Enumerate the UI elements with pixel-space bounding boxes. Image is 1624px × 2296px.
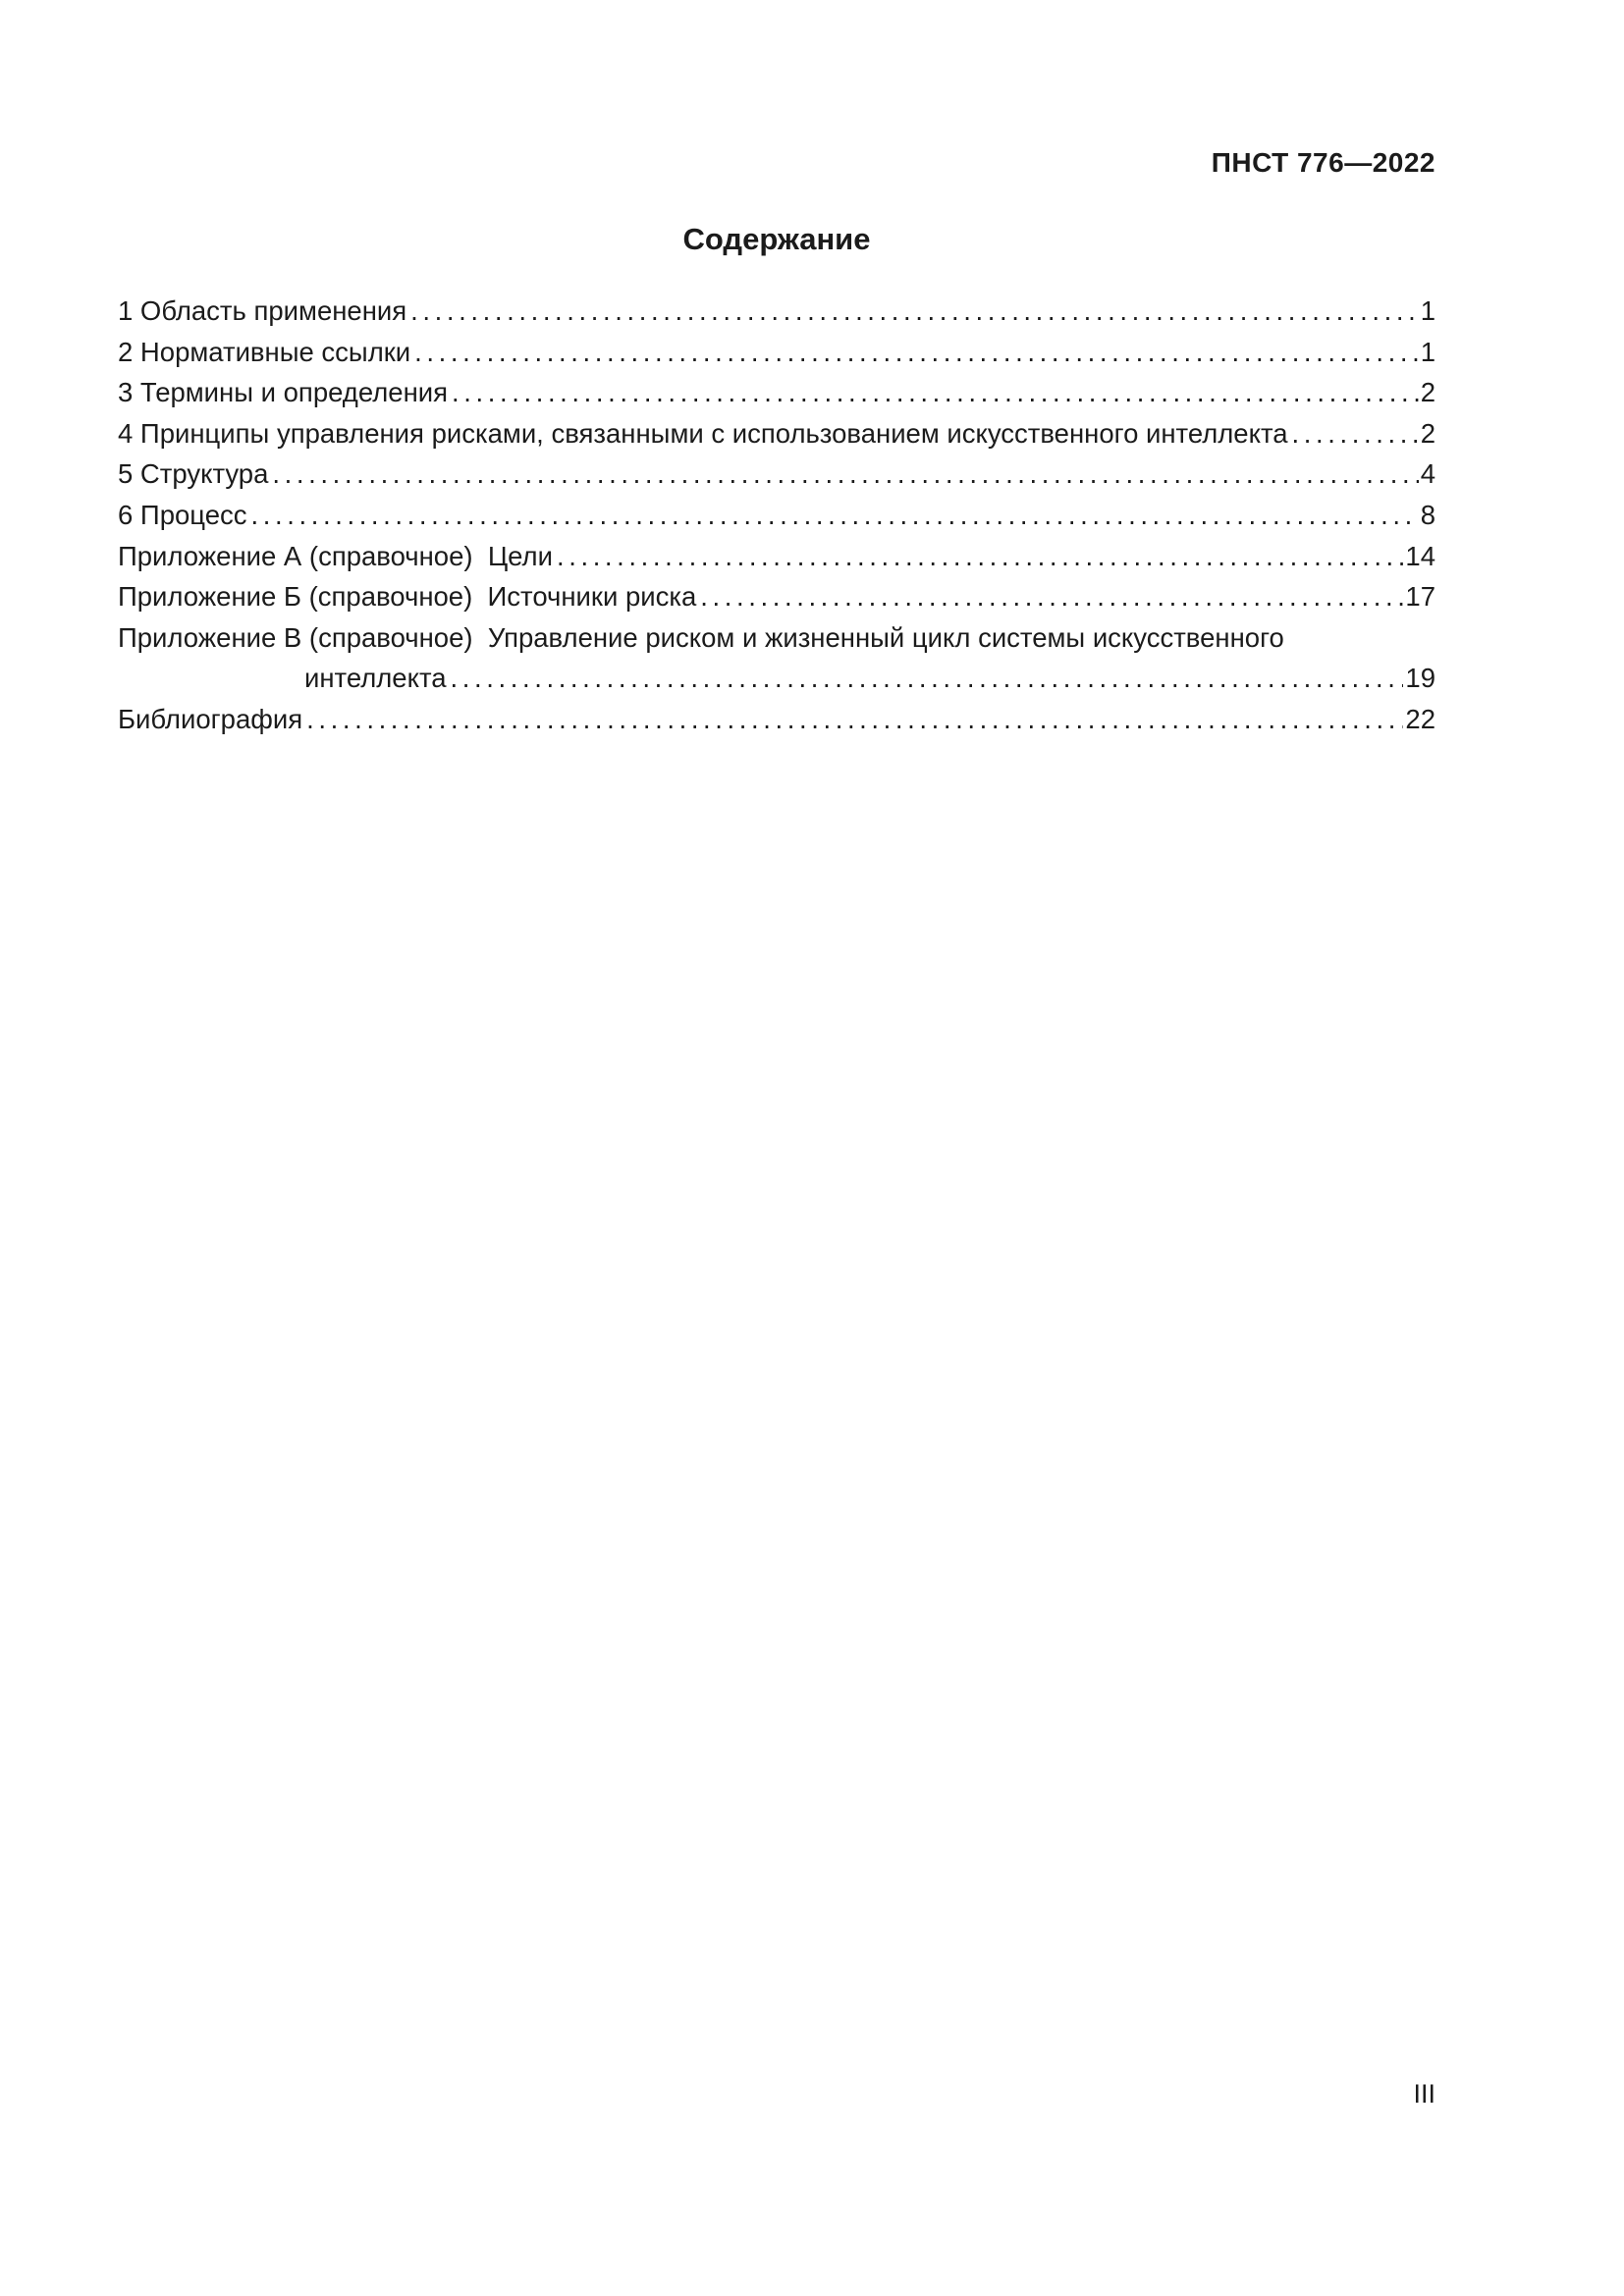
toc-entry-label: Приложение Б (справочное) Источники риска xyxy=(118,581,697,613)
page-number: III xyxy=(1413,2079,1435,2109)
toc-entry-page: 1 xyxy=(1420,295,1435,326)
toc-dot-leader xyxy=(553,536,1403,577)
toc-entry-page: 14 xyxy=(1405,540,1435,571)
toc-entry-continuation-line xyxy=(118,658,1435,699)
doc-number-header: ПНСТ 776—2022 xyxy=(1211,147,1435,178)
toc-entry-page: 1 xyxy=(1420,336,1435,367)
toc-dot-leader xyxy=(447,658,1404,699)
toc-dot-leader xyxy=(302,699,1403,740)
toc-entry-label: 2 Нормативные ссылки xyxy=(118,336,411,367)
toc-entry-label: Приложение А (справочное) Цели xyxy=(118,540,553,571)
toc-entry xyxy=(118,495,1435,536)
toc-entry-first-line xyxy=(118,617,1435,659)
page-title: Содержание xyxy=(682,222,871,256)
toc-entry-page: 8 xyxy=(1420,499,1435,530)
toc-entry-page: 22 xyxy=(1405,703,1435,734)
toc-entry xyxy=(118,332,1435,373)
toc-dot-leader xyxy=(247,495,1419,536)
toc-entry-multiline xyxy=(118,617,1435,699)
toc-entry-label: 6 Процесс xyxy=(118,499,247,530)
toc-entry-page: 2 xyxy=(1420,377,1435,408)
toc-entry-page: 2 xyxy=(1420,417,1435,449)
toc-entry-label: 5 Структура xyxy=(118,458,269,490)
toc-entry-label: Приложение В (справочное) Управление риском и жизненный цикл системы искусственного xyxy=(118,621,1284,653)
toc-entry-label: 4 Принципы управления рисками, связанными с использованием искусственного интеллекта xyxy=(118,417,1288,449)
toc-entry xyxy=(118,291,1435,332)
toc-entry xyxy=(118,454,1435,495)
toc-dot-leader xyxy=(696,576,1403,617)
toc-dot-leader xyxy=(1288,413,1419,454)
toc-entry-page: 4 xyxy=(1420,458,1435,490)
toc-dot-leader xyxy=(406,291,1419,332)
toc-entry xyxy=(118,413,1435,454)
toc-entry-label-continuation: интеллекта xyxy=(304,663,447,694)
toc-entry-label: Библиография xyxy=(118,703,303,734)
toc-dot-leader xyxy=(268,454,1418,495)
toc-dot-leader xyxy=(448,372,1419,413)
table-of-contents xyxy=(118,291,1435,740)
toc-entry xyxy=(118,699,1435,740)
toc-dot-leader xyxy=(410,332,1419,373)
toc-entry xyxy=(118,372,1435,413)
toc-entry xyxy=(118,576,1435,617)
toc-entry-page: 19 xyxy=(1405,663,1435,694)
toc-entry-label: 3 Термины и определения xyxy=(118,377,449,408)
toc-entry-page: 17 xyxy=(1405,581,1435,613)
toc-entry-label: 1 Область применения xyxy=(118,295,407,326)
toc-entry xyxy=(118,536,1435,577)
